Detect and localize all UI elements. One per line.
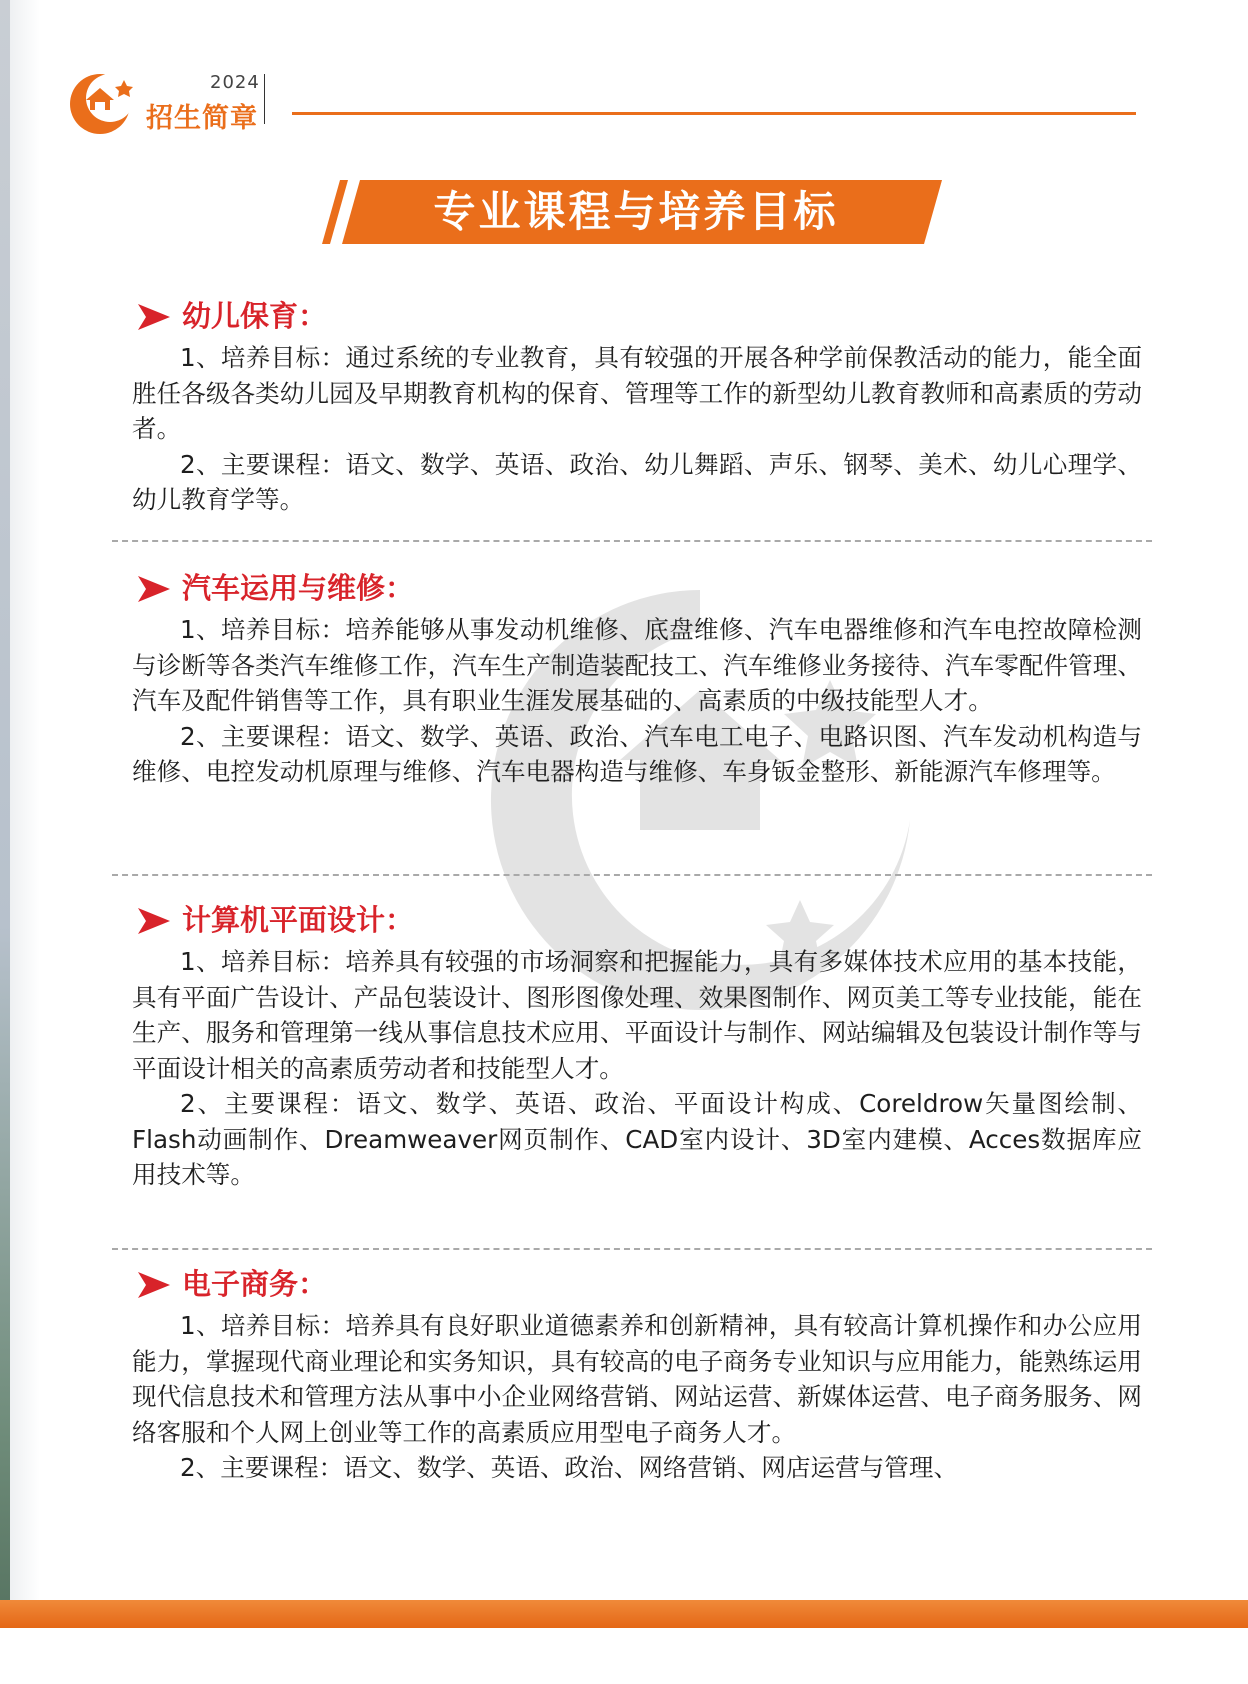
left-photo-strip — [0, 0, 10, 1684]
arrow-bullet-icon — [136, 574, 172, 604]
section-divider — [112, 1248, 1152, 1250]
footer-margin — [0, 1628, 1248, 1684]
section-graphic-design — [132, 900, 1142, 1193]
arrow-bullet-icon — [136, 1270, 172, 1300]
training-goal: 1、培养目标：培养能够从事发动机维修、底盘维修、汽车电器维修和汽车电控故障检测与诊断等各类汽车维修工作，汽车生产制造装配技工、汽车维修业务接待、汽车零配件管理、汽车及配件销售等工作，具有职业生涯发展基础的、高素质的中级技能型人才。 — [132, 615, 1142, 715]
main-courses: 2、主要课程：语文、数学、英语、政治、汽车电工电子、电路识图、汽车发动机构造与维修、电控发动机原理与维修、汽车电器构造与维修、车身钣金整形、新能源汽车修理等。 — [132, 721, 1142, 786]
section-banner — [318, 180, 942, 244]
section-title: 汽车运用与维修： — [182, 571, 415, 605]
brochure-year: 2024 — [210, 72, 260, 93]
section-header — [132, 568, 1142, 608]
header-separator — [264, 74, 265, 124]
main-courses: 2、主要课程：语文、数学、英语、政治、网络营销、网店运营与管理、 — [180, 1453, 959, 1482]
training-goal: 1、培养目标：通过系统的专业教育，具有较强的开展各种学前保教活动的能力，能全面胜任各级各类幼儿园及早期教育机构的保育、管理等工作的新型幼儿教育教师和高素质的劳动者。 — [132, 343, 1142, 443]
section-header — [132, 1264, 1142, 1304]
brochure-brand: 招生简章 — [146, 103, 258, 134]
section-header — [132, 900, 1142, 940]
section-header — [132, 296, 1142, 336]
section-early-childhood — [132, 296, 1142, 518]
arrow-bullet-icon — [136, 906, 172, 936]
section-divider — [112, 540, 1152, 542]
section-automotive — [132, 568, 1142, 790]
school-emblem-icon — [64, 66, 136, 138]
main-courses: 2、主要课程：语文、数学、英语、政治、平面设计构成、Coreldrow矢量图绘制、Flash动画制作、Dreamweaver网页制作、CAD室内设计、3D室内建模、Acces数据库应用技术等。 — [132, 1089, 1142, 1189]
footer-band — [0, 1600, 1248, 1628]
main-courses: 2、主要课程：语文、数学、英语、政治、幼儿舞蹈、声乐、钢琴、美术、幼儿心理学、幼儿教育学等。 — [132, 449, 1142, 514]
section-title: 电子商务： — [182, 1267, 328, 1301]
section-title: 幼儿保育： — [182, 299, 328, 333]
arrow-bullet-icon — [136, 302, 172, 332]
training-goal: 1、培养目标：培养具有良好职业道德素养和创新精神，具有较高计算机操作和办公应用能力，掌握现代商业理论和实务知识，具有较高的电子商务专业知识与应用能力，能熟练运用现代信息技术和管理方法从事中小企业网络营销、网站运营、新媒体运营、电子商务服务、网络客服和个人网上创业等工作的高素质应用型电子商务人才。 — [132, 1311, 1142, 1447]
banner-title: 专业课程与培养目标 — [433, 187, 839, 236]
training-goal: 1、培养目标：培养具有较强的市场洞察和把握能力，具有多媒体技术应用的基本技能，具有平面广告设计、产品包装设计、图形图像处理、效果图制作、网页美工等专业技能，能在生产、服务和管理第一线从事信息技术应用、平面设计与制作、网站编辑及包装设计制作等与平面设计相关的高素质劳动者和技能型人才。 — [132, 947, 1142, 1083]
header-rule — [292, 112, 1136, 115]
section-divider — [112, 874, 1152, 876]
section-title: 计算机平面设计： — [182, 903, 415, 937]
section-ecommerce — [132, 1264, 1142, 1486]
